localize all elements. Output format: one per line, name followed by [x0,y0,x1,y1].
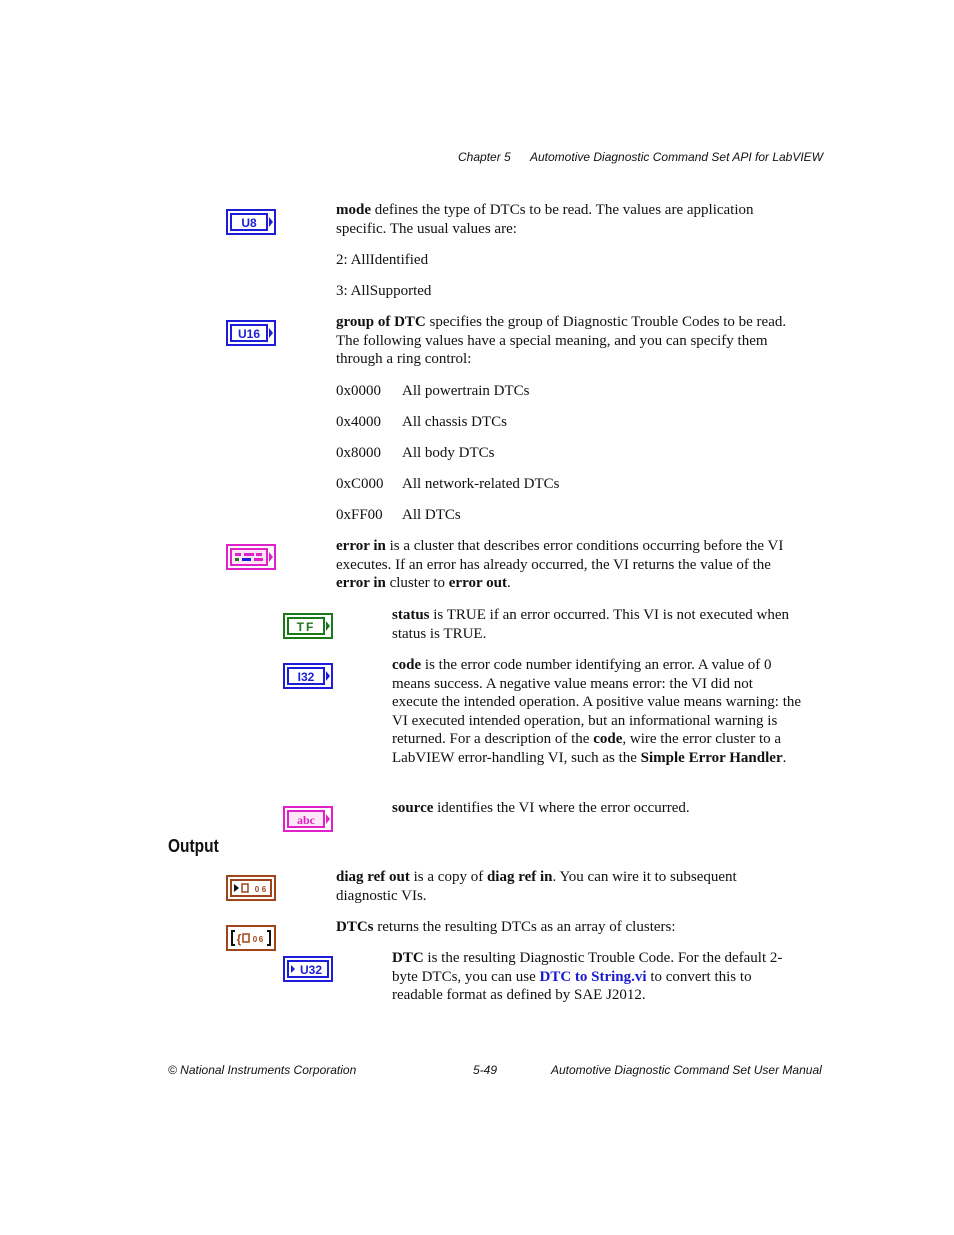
u16-label: U16 [237,327,261,341]
i32-label: I32 [297,670,315,684]
status-description [392,606,802,643]
dtc-desc-2: to convert this to readable format as defined by SAE J2012. [392,968,752,1004]
status-term: status [392,607,430,623]
u8-label: U8 [241,216,257,230]
tf-label: TF [296,620,316,634]
group-value-label: All DTCs [402,507,461,523]
group-value-code: 0xFF00 [336,507,383,523]
group-value-label: All powertrain DTCs [402,383,530,399]
svg-text:{: { [236,932,242,946]
dtc-description [392,949,802,1005]
diag-ref-out-desc-1: is a copy of [409,869,487,885]
error-cluster-icon [226,544,276,570]
dtc-desc-1: is the resulting Diagnostic Trouble Code. For the default 2-byte DTCs, you can use [392,950,783,985]
group-value-code: 0xC000 [336,476,384,492]
group-value-code: 0x8000 [336,445,381,461]
dtcs-term: DTCs [336,919,374,935]
mode-term: mode [336,202,371,218]
output-heading: Output [168,836,219,856]
group-value-row [336,444,495,462]
group-value-code: 0x0000 [336,383,381,399]
footer-manual-title: Automotive Diagnostic Command Set User Manual [551,1063,822,1077]
header-title: Automotive Diagnostic Command Set API for LabVIEW [530,150,824,164]
dtc-to-string-link[interactable]: DTC to String.vi [539,968,647,985]
mode-value-2: 3: AllSupported [336,283,432,299]
dtcs-desc: returns the resulting DTCs as an array of clusters: [373,919,676,935]
group-value-label: All chassis DTCs [402,414,507,430]
u32-terminal-icon [283,956,333,982]
code-term: code [392,657,422,673]
header-chapter: Chapter 5 [458,150,511,164]
code-description [392,656,802,768]
error-out-term: error out [448,575,507,592]
error-in-term: error in [336,538,386,554]
group-value-row [336,382,529,400]
abc-label: abc [297,813,315,827]
group-value-label: All network-related DTCs [402,476,560,492]
u32-label: U32 [299,963,323,977]
diag-ref-out-term: diag ref out [336,869,410,885]
code-desc-2: , wire the error cluster to a LabVIEW error-handling VI, such as the [392,731,782,766]
boolean-terminal-icon [283,613,333,639]
code-term-2: code [593,731,623,748]
source-description [392,799,802,818]
dtc-term: DTC [392,950,424,966]
group-desc: specifies the group of Diagnostic Trouble Codes to be read. The following values have a special meaning, and you can specify them through a ring control: [336,314,787,368]
diag-ref-out-desc-2: . You can wire it to subsequent diagnostic VIs. [336,869,737,904]
group-value-label: All body DTCs [402,445,495,461]
array-of-clusters-icon [226,925,276,951]
u16-terminal-icon [226,320,276,346]
error-in-desc-1: is a cluster that describes error conditions occurring before the VI executes. If an error has already occurred, the VI returns the value of the [336,538,784,573]
error-in-term-2: error in [336,575,386,592]
svg-text:0: 0 [254,885,260,894]
mode-description [336,201,802,238]
footer-copyright: © National Instruments Corporation [168,1063,357,1077]
simple-error-handler-term: Simple Error Handler [640,749,783,766]
group-description [336,313,802,369]
group-value-code: 0x4000 [336,414,381,430]
mode-value-1: 2: AllIdentified [336,252,429,268]
svg-text:6: 6 [258,935,264,944]
string-terminal-icon [283,806,333,832]
error-in-desc-3: . [506,575,511,592]
error-in-desc-2: cluster to [385,575,449,592]
code-desc-1: is the error code number identifying an error. A value of 0 means success. A negative value means error: the VI did not execute the intended operation. A positive value means warning: the VI executed intended operation, but an informational warning is returned. For a description of the [392,657,802,748]
footer-page-number: 5-49 [473,1063,498,1077]
i32-terminal-icon [283,663,333,689]
source-desc: identifies the VI where the error occurred. [433,800,690,816]
u8-terminal-icon [226,209,276,235]
svg-text:6: 6 [261,885,267,894]
code-desc-3: . [782,749,787,766]
dtcs-description [336,918,802,937]
diag-ref-in-term: diag ref in [486,869,553,885]
mode-desc: defines the type of DTCs to be read. The values are application specific. The usual values are: [336,202,754,237]
status-desc: is TRUE if an error occurred. This VI is not executed when status is TRUE. [392,607,790,642]
group-value-row [336,475,559,493]
group-value-row [336,506,461,524]
error-in-description [336,537,802,593]
svg-text:0: 0 [252,935,258,944]
group-term: group of DTC [336,314,426,330]
diag-ref-out-description [336,868,802,905]
refnum-terminal-icon [226,875,276,901]
group-value-row [336,413,507,431]
source-term: source [392,800,434,816]
